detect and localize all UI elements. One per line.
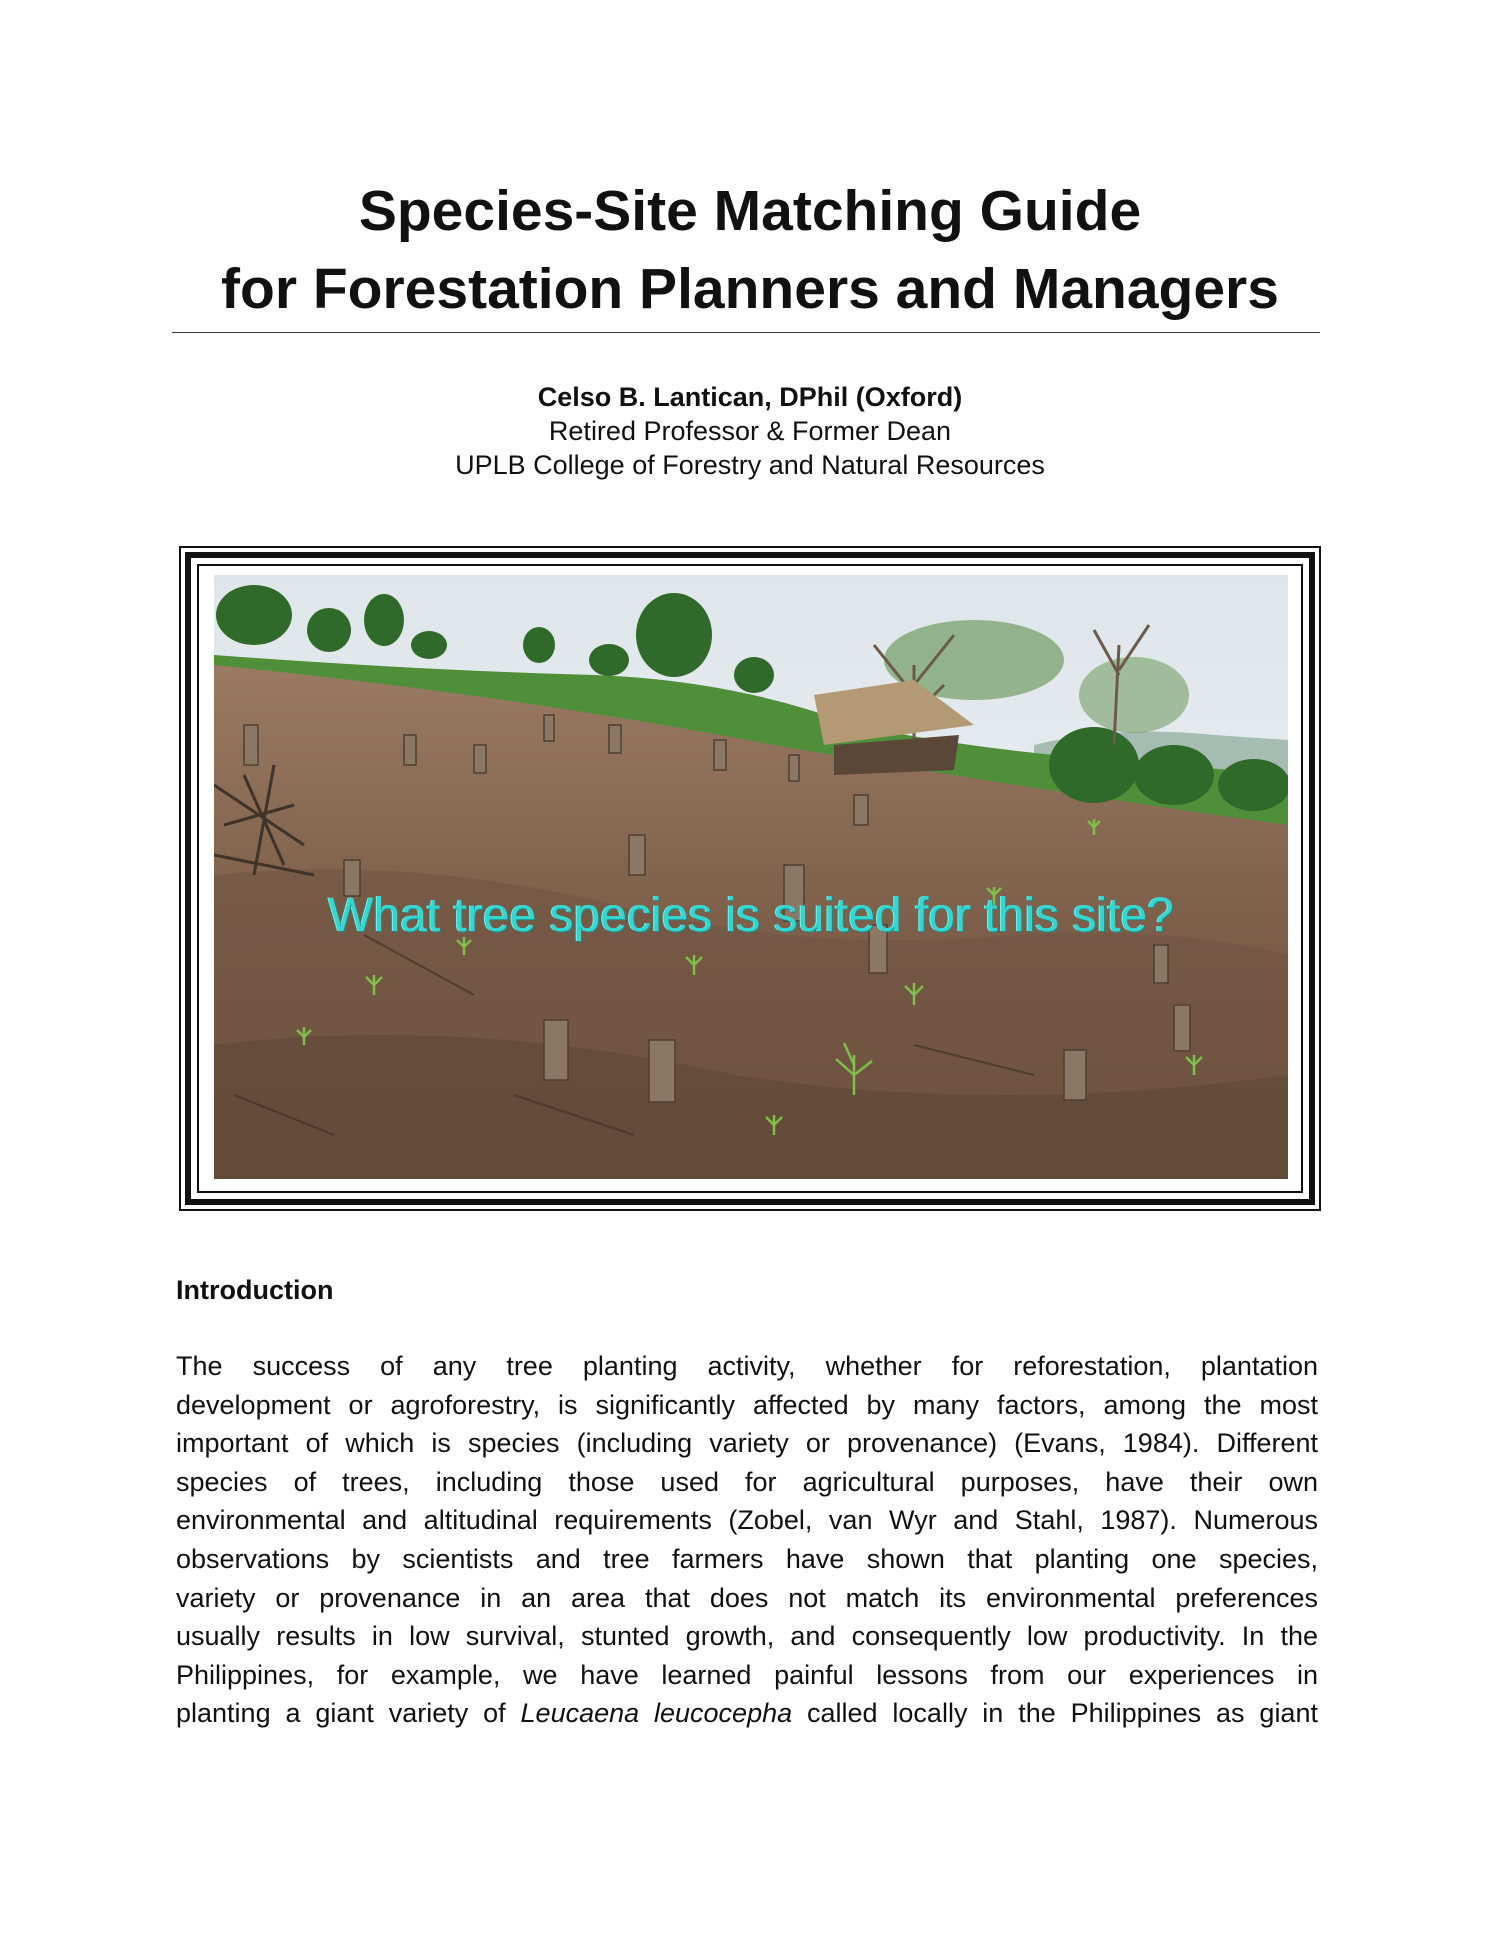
author-affiliation: UPLB College of Forestry and Natural Resources [455, 450, 1045, 480]
paragraph-line: important of which is species (including variety or provenance) (Evans, 1984). Different [176, 1428, 1318, 1459]
paragraph-line: The success of any tree planting activity, whether for reforestation, plantation [176, 1351, 1318, 1381]
section-heading: Introduction [176, 1275, 334, 1305]
paragraph-line: variety or provenance in an area that does not match its environmental preferences [176, 1582, 1318, 1613]
paragraph-line-last [176, 1694, 1318, 1733]
document-title [0, 172, 1500, 328]
author-block [0, 380, 1500, 482]
author-position: Retired Professor & Former Dean [548, 416, 952, 446]
site-photo [214, 575, 1288, 1179]
introduction-paragraph [176, 1347, 1318, 1733]
figure-caption: What tree species is suited for this site? [328, 889, 1174, 942]
last-line-after: called locally in the Philippines as giant [807, 1698, 1318, 1729]
paragraph-line: Philippines, for example, we have learned painful lessons from our experiences in [176, 1659, 1318, 1690]
paragraph-line: usually results in low survival, stunted growth, and consequently low productivity. In the [176, 1621, 1318, 1652]
paragraph-line: environmental and altitudinal requirements (Zobel, van Wyr and Stahl, 1987). Numerous [176, 1505, 1318, 1536]
paragraph-line: species of trees, including those used for agricultural purposes, have their own [176, 1466, 1318, 1497]
last-line-before: planting a giant variety of [176, 1698, 506, 1729]
paragraph-line: observations by scientists and tree farmers have shown that planting one species, [176, 1543, 1318, 1574]
title-divider [172, 332, 1320, 333]
title-line-1: Species-Site Matching Guide [358, 179, 1142, 243]
paragraph-line: development or agroforestry, is significantly affected by many factors, among the most [176, 1389, 1318, 1420]
author-name: Celso B. Lantican, DPhil (Oxford) [537, 382, 963, 412]
deforested-hillside-illustration [214, 575, 1288, 1179]
species-name-italic: Leucaena leucocepha [520, 1698, 793, 1729]
title-line-2: for Forestation Planners and Managers [221, 257, 1279, 321]
